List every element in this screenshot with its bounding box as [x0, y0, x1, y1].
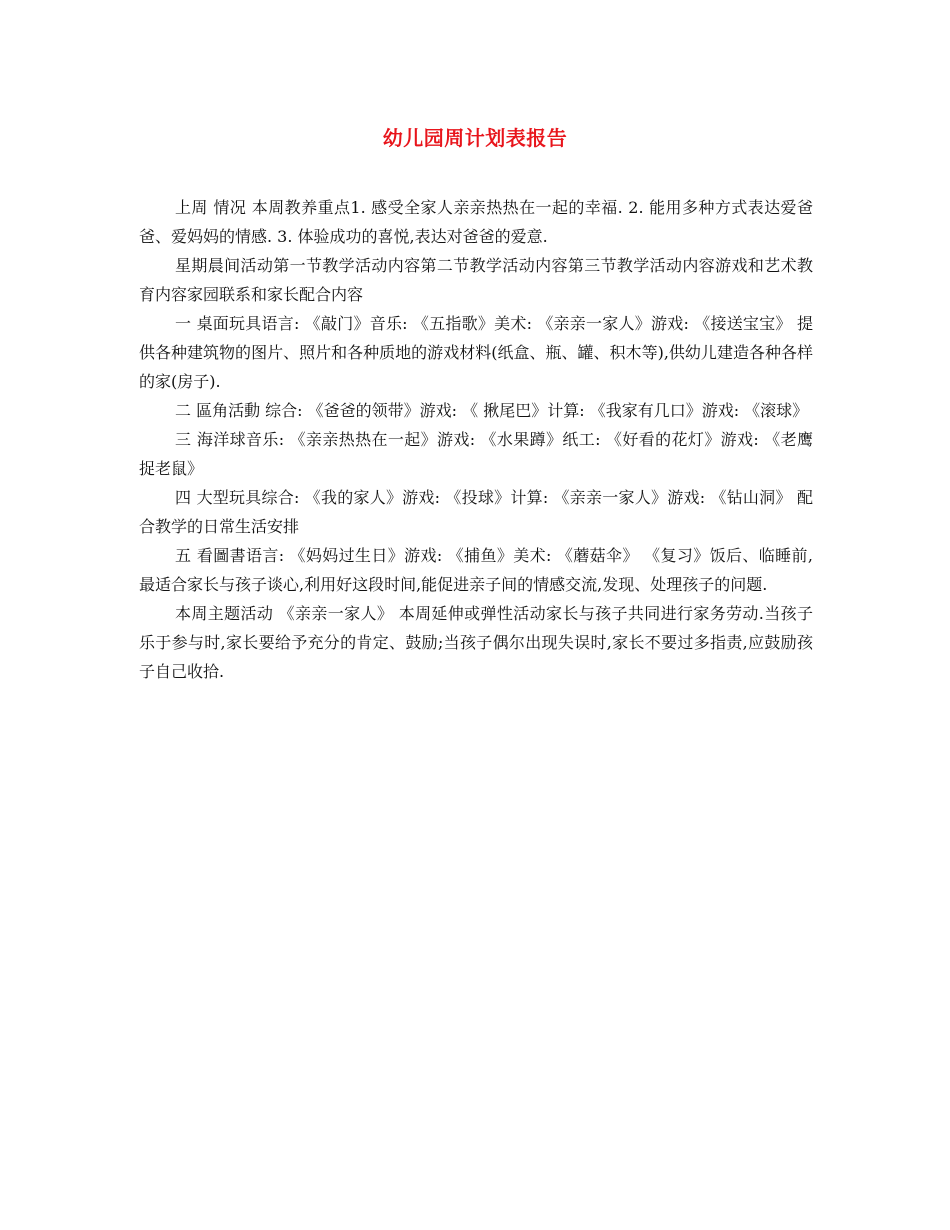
page-title: 幼儿园周计划表报告 [382, 126, 568, 150]
paragraph-schedule-header: 星期晨间活动第一节教学活动内容第二节教学活动内容第三节教学活动内容游戏和艺术教育内容家园联系和家长配合内容 [139, 256, 813, 304]
paragraph-day-5: 五 看圖書语言: 《妈妈过生日》游戏: 《捕鱼》美术: 《蘑菇伞》 《复习》饭后、临睡前,最适合家长与孩子谈心,利用好这段时间,能促进亲子间的情感交流,发现、处理孩子的问题. [139, 546, 813, 594]
paragraph-theme: 本周主题活动 《亲亲一家人》 本周延伸或弹性活动家长与孩子共同进行家务劳动.当孩子乐于参与时,家长要给予充分的肯定、鼓励;当孩子偶尔出现失误时,家长不要过多指责,应鼓励孩子自己收拾. [139, 604, 813, 681]
paragraph-day-2: 二 區角活動 综合: 《爸爸的领带》游戏: 《 揪尾巴》计算: 《我家有几口》游戏: 《滚球》 [175, 401, 809, 420]
document-body [139, 193, 813, 686]
paragraph-day-3: 三 海洋球音乐: 《亲亲热热在一起》游戏: 《水果蹲》纸工: 《好看的花灯》游戏: 《老鹰捉老鼠》 [139, 430, 813, 478]
paragraph-day-4: 四 大型玩具综合: 《我的家人》游戏: 《投球》计算: 《亲亲一家人》游戏: 《钻山洞》 配合教学的日常生活安排 [139, 488, 813, 536]
paragraph-focus: 上周 情况 本周教养重点1. 感受全家人亲亲热热在一起的幸福. 2. 能用多种方式表达爱爸爸、爱妈妈的情感. 3. 体验成功的喜悦,表达对爸爸的爱意. [139, 198, 813, 246]
paragraph-day-1: 一 桌面玩具语言: 《敲门》音乐: 《五指歌》美术: 《亲亲一家人》游戏: 《接送宝宝》 提供各种建筑物的图片、照片和各种质地的游戏材料(纸盒、瓶、罐、积木等),供幼儿建造各种各样的家(房子). [139, 314, 813, 391]
